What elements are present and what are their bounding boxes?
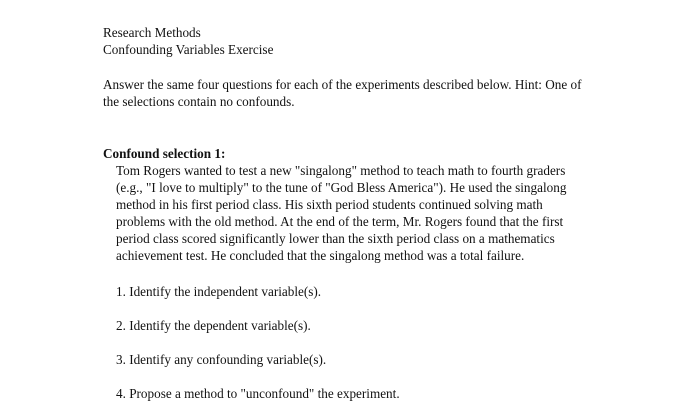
experiment-description (116, 162, 589, 264)
question-3: 3. Identify any confounding variable(s). (116, 352, 327, 367)
description-line: (e.g., "I love to multiply" to the tune of "God Bless America"). He used the singalong (116, 180, 567, 195)
description-line: achievement test. He concluded that the singalong method was a total failure. (116, 248, 525, 263)
question-2: 2. Identify the dependent variable(s). (116, 318, 311, 333)
description-line: problems with the old method. At the end of the term, Mr. Rogers found that the first (116, 214, 564, 229)
instructions-paragraph (103, 76, 608, 110)
instructions-line: the selections contain no confounds. (103, 94, 295, 109)
document-header (103, 24, 623, 58)
instructions-line: Answer the same four questions for each of the experiments described below. Hint: One of (103, 77, 582, 92)
section-title: Confound selection 1: (103, 146, 226, 161)
description-line: period class scored significantly lower than the sixth period class on a mathematics (116, 231, 555, 246)
question-1: 1. Identify the independent variable(s). (116, 284, 322, 299)
exercise-title: Confounding Variables Exercise (103, 42, 274, 57)
description-line: method in his first period class. His sixth period students continued solving math (116, 197, 543, 212)
course-title: Research Methods (103, 25, 201, 40)
question-4: 4. Propose a method to "unconfound" the experiment. (116, 386, 400, 401)
description-line: Tom Rogers wanted to test a new "singalong" method to teach math to fourth graders (116, 163, 566, 178)
